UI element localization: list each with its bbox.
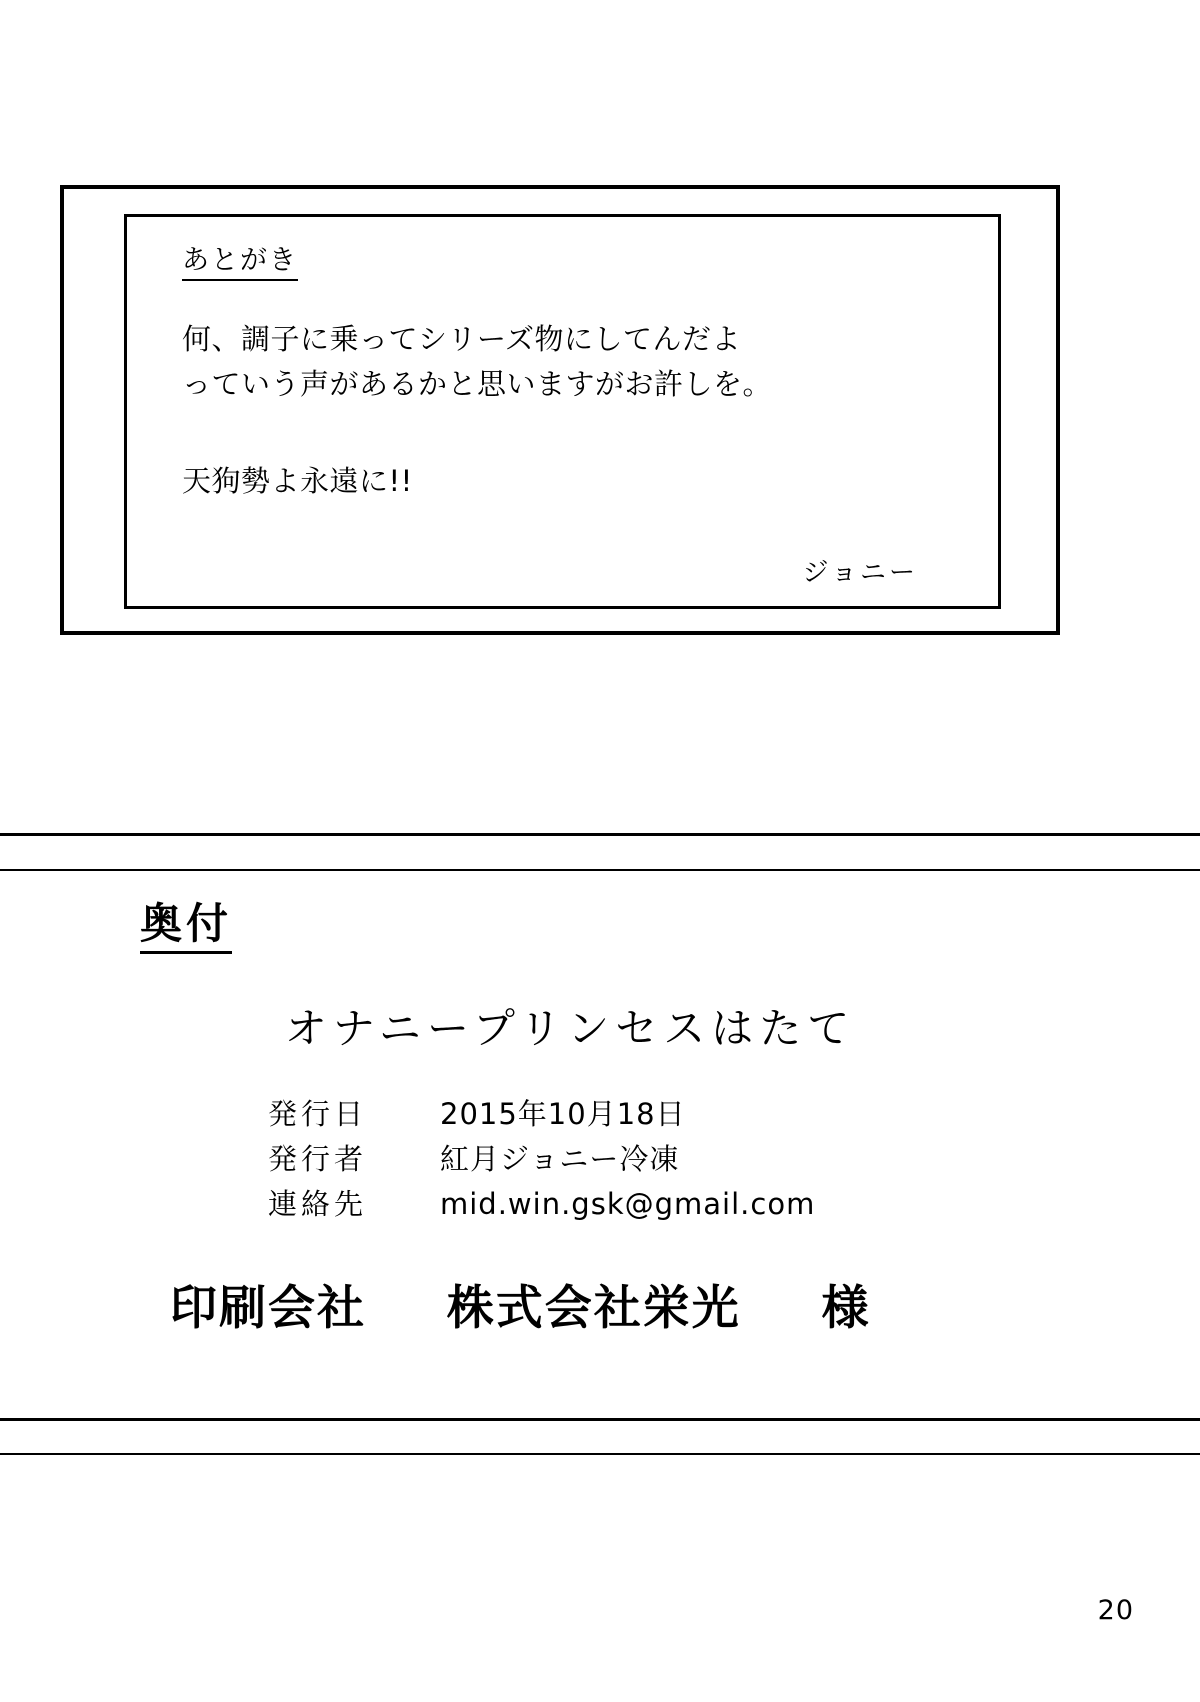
- meta-value-publication-date: 2015年10月18日: [440, 1097, 686, 1132]
- colophon-meta-list: [0, 1092, 1200, 1227]
- colophon-heading: 奥付: [140, 900, 232, 954]
- colophon-rule-bottom-inner: [0, 1418, 1200, 1421]
- meta-value-contact: mid.win.gsk@gmail.com: [440, 1187, 816, 1222]
- meta-row: [268, 1137, 1200, 1182]
- afterword-signature: ジョニー: [802, 558, 918, 589]
- printer-line: [0, 1271, 1200, 1338]
- page-number: 20: [1097, 1595, 1134, 1626]
- colophon-section: [0, 900, 1200, 1338]
- afterword-inner-border: [124, 214, 1001, 609]
- colophon-rule-bottom-outer: [0, 1453, 1200, 1455]
- meta-value-publisher: 紅月ジョニー冷凍: [440, 1142, 680, 1177]
- afterword-paragraph-line-1: 何、調子に乗ってシリーズ物にしてんだよ: [182, 322, 742, 357]
- printer-label: 印刷会社: [170, 1281, 366, 1337]
- afterword-paragraph-line-2: っていう声があるかと思いますがお許しを。: [182, 367, 773, 402]
- meta-label-publisher: 発行者: [268, 1142, 368, 1177]
- meta-label-contact: 連絡先: [268, 1187, 368, 1222]
- meta-row: [268, 1182, 1200, 1227]
- afterword-panel: [60, 185, 1060, 635]
- colophon-rule-top-outer: [0, 833, 1200, 836]
- afterword-heading: あとがき: [182, 245, 298, 281]
- meta-label-publication-date: 発行日: [268, 1097, 368, 1132]
- printer-name: 株式会社栄光: [446, 1281, 741, 1337]
- afterword-body: [182, 245, 968, 596]
- colophon-rule-top-inner: [0, 869, 1200, 871]
- afterword-closing-line: 天狗勢よ永遠に!!: [182, 464, 413, 499]
- printer-honorific: 様: [821, 1281, 871, 1337]
- afterword-paragraph: [182, 317, 968, 407]
- meta-row: [268, 1092, 1200, 1137]
- work-title: オナニープリンセスはたて: [284, 1004, 856, 1054]
